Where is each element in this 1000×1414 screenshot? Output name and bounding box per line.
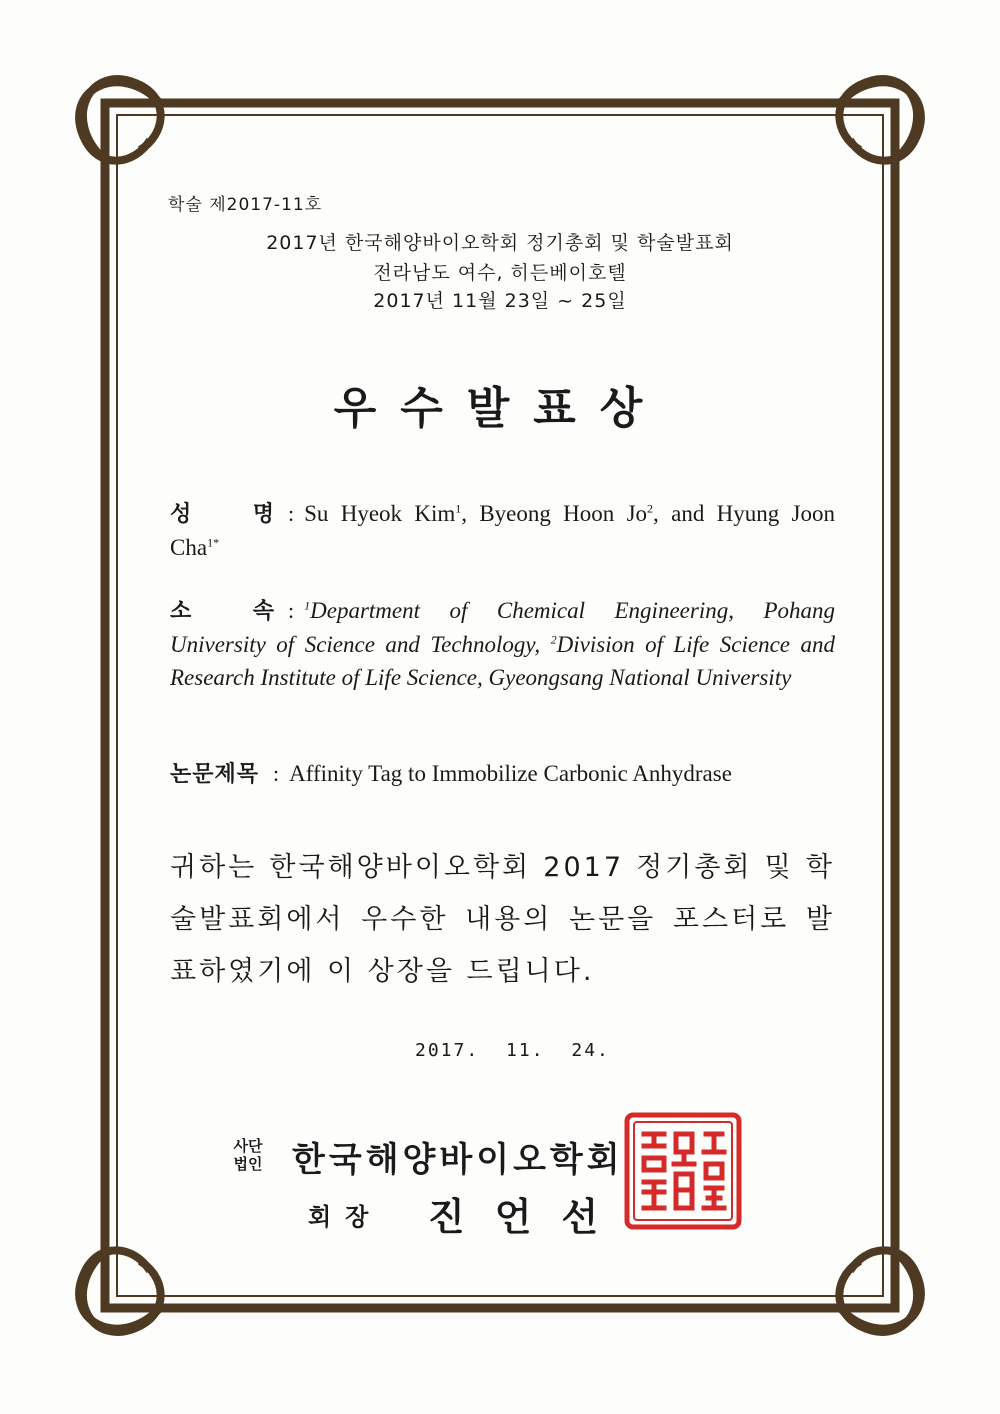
author-2-affiliation-mark: 2 (647, 501, 654, 516)
author-2: Byeong Hoon Jo (479, 501, 648, 526)
issue-date: 2017. 11. 24. (415, 1040, 610, 1061)
paper-title: Affinity Tag to Immobilize Carbonic Anhydrase (289, 761, 732, 786)
official-seal (624, 1112, 742, 1230)
author-3-affiliation-mark: 1* (207, 535, 220, 550)
paper-title-separator: : (273, 761, 280, 786)
organization-name: 한국해양바이오학회 (292, 1140, 624, 1180)
event-venue: 전라남도 여수, 히든베이호텔 (373, 262, 627, 284)
affiliation-2: Division of Life Science and Research Institute of Life Science, Gyeongsang National University (170, 632, 835, 690)
president-name: 진언선 (428, 1195, 629, 1239)
name-separator: : (288, 501, 295, 526)
event-name: 2017년 한국해양바이오학회 정기총회 및 학술발표회 (266, 232, 734, 254)
paper-title-label: 논문제목 (170, 762, 260, 787)
award-title: 우수발표상 (333, 383, 667, 434)
author-1: Su Hyeok Kim (304, 501, 456, 526)
paper-title-row (170, 757, 835, 791)
certificate-number: 학술 제2017-11호 (168, 195, 323, 215)
affiliation-1: Department of Chemical Engineering, Pohang University of Science and Technology, (170, 598, 835, 657)
organization-type: 사단 법인 (233, 1137, 263, 1173)
affiliation-separator: : (288, 598, 295, 623)
affiliation-row: 소 속 : $^1$Department of Chemical Engineering, Pohang University of Science and Technology, $^2$Division of Life Science and Research Institute of Life Science, Gyeongsang National University (170, 594, 835, 694)
award-body-text: 귀하는 한국해양바이오학회 2017 정기총회 및 학술발표회에서 우수한 내용의 논문을 포스터로 발표하였기에 이 상장을 드립니다. (170, 852, 835, 987)
name-row: 성 명 : Su Hyeok Kim$^1$, Byeong Hoon Jo$^2$, and Hyung Joon Cha$^{1*}$ (170, 497, 835, 564)
event-dates: 2017년 11월 23일 ~ 25일 (373, 290, 627, 312)
author-1-affiliation-mark: 1 (455, 501, 462, 516)
president-title: 회장 (308, 1203, 383, 1231)
affiliation-label: 소 속 (170, 599, 274, 624)
name-label: 성 명 (170, 502, 274, 527)
author-3: Hyung Joon Cha (170, 501, 835, 560)
